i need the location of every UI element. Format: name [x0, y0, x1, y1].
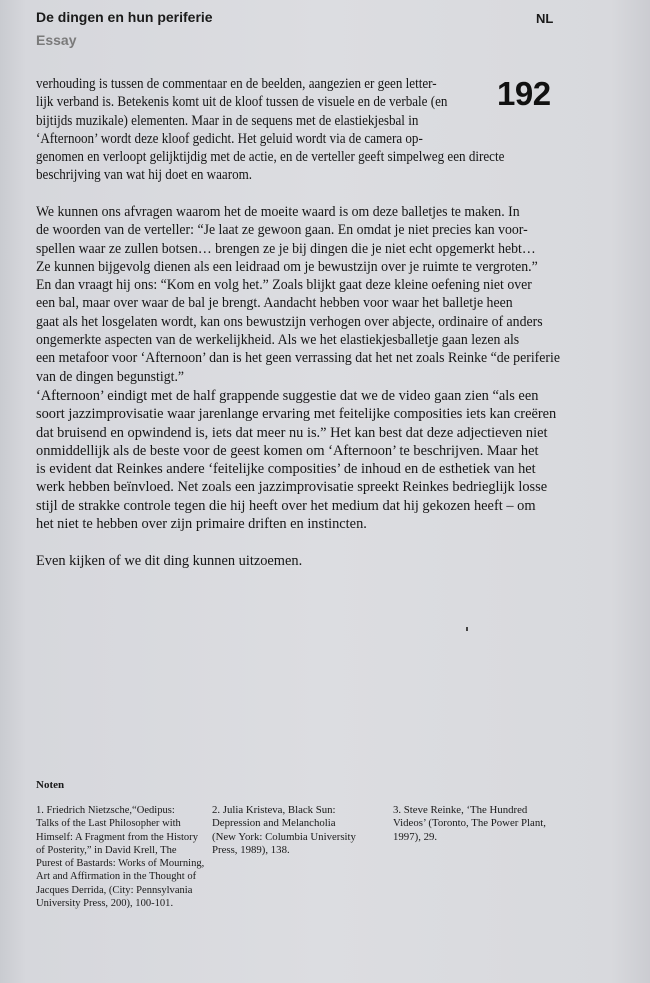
footnote-1 — [36, 804, 208, 910]
footnote-line: of Posterity,” in David Krell, The — [36, 843, 177, 856]
footnote-line: Press, 1989), 138. — [212, 843, 290, 856]
text-line: het niet te hebben over zijn primaire driften en instincten. — [36, 516, 367, 533]
text-line: verhouding is tussen de commentaar en de beelden, aangezien er geen letter- — [36, 76, 437, 92]
text-line: ‘Afternoon’ eindigt met de half grappende suggestie dat we de video gaan zien “als een — [36, 388, 539, 404]
text-line: gaat als het losgelaten wordt, kan ons bewustzijn verhogen over abjecte, ordinaire of anders — [36, 313, 543, 330]
footnote-3 — [393, 804, 546, 844]
text-line: een metafoor voor ‘Afternoon’ dan is het geen verrassing dat het net zoals Reinke “de periferie — [36, 350, 560, 367]
text-line: ‘Afternoon’ wordt deze kloof gedicht. Het geluid wordt via de camera op- — [36, 130, 423, 147]
text-line: ongemerkte aspecten van de werkelijkheid. Als we het elastiekjesballetje gaan lezen als — [36, 332, 520, 349]
print-mark — [466, 627, 468, 631]
text-line: bijtijds muzikale) elementen. Maar in de sequens met de elastiekjesbal in — [36, 112, 419, 129]
body-paragraph-1 — [36, 75, 551, 185]
footnote-line: Depression and Melancholia — [212, 817, 336, 830]
text-line: werk hebben beïnvloed. Net zoals een jazzimprovisatie spreekt Reinkes bedrieglijk losse — [36, 479, 548, 496]
running-header-subtitle: Essay — [36, 32, 77, 48]
text-line: een bal, maar over waar de bal je brengt. Aandacht hebben voor waar het balletje heen — [36, 295, 513, 312]
text-line: genomen en verloopt gelijktijdig met de actie, en de verteller geeft simpelweg een directe — [36, 149, 505, 166]
text-line: En dan vraagt hij ons: “Kom en volg het.” Zoals blijkt gaat deze kleine oefening niet over — [36, 277, 532, 294]
text-line: de woorden van de verteller: “Je laat ze gewoon gaan. En omdat je niet precies kan voor- — [36, 222, 528, 239]
footnote-line: (New York: Columbia University — [212, 830, 356, 843]
footnote-line: Himself: A Fragment from the History — [36, 830, 198, 843]
text-line: van de dingen begunstigt.” — [36, 368, 185, 385]
text-line: lijk verband is. Betekenis komt uit de kloof tussen de visuele en de verbale (en — [36, 94, 448, 111]
page-number: 192 — [497, 75, 551, 112]
footnote-line: 1997), 29. — [393, 830, 438, 843]
footnote-line: Talks of the Last Philosopher with — [36, 817, 181, 830]
body-paragraph-3 — [36, 387, 556, 533]
text-line: soort jazzimprovisatie waar jarenlange ervaring met feitelijke composities iets kan creëren — [36, 406, 557, 423]
running-header-title: De dingen en hun periferie — [36, 9, 213, 25]
body-paragraph-4 — [36, 552, 302, 570]
text-line: spellen waar ze zullen botsen… brengen ze je bij dingen die je niet echt opgemerkt hebt… — [36, 240, 536, 257]
footnote-line: Purest of Bastards: Works of Mourning, — [36, 857, 205, 870]
footnote-2 — [212, 804, 356, 857]
footnote-line: 1. Friedrich Nietzsche,“Oedipus: — [36, 804, 175, 816]
footnote-line: 2. Julia Kristeva, Black Sun: — [212, 804, 336, 816]
footnote-line: University Press, 200), 100-101. — [36, 897, 174, 910]
text-line: onmiddellijk als de beste voor de geest komen om ‘Afternoon’ te beschrijven. Maar het — [36, 442, 539, 459]
text-line: dat bruisend en opwindend is, iets dat meer nu is.” Het kan best dat deze adjectieven niet — [36, 424, 548, 441]
notes-heading: Noten — [36, 779, 65, 791]
text-line: stijl de strakke controle tegen die hij heeft over het medium dat hij gekozen heeft – om — [36, 497, 536, 514]
text-line: We kunnen ons afvragen waarom het de moeite waard is om deze balletjes te maken. In — [36, 204, 520, 220]
footnote-line: Jacques Derrida, (City: Pennsylvania — [36, 883, 193, 896]
body-paragraph-2 — [36, 203, 582, 386]
text-line: is evident dat Reinkes andere ‘feitelijke composities’ de inhoud en de esthetiek van het — [36, 461, 536, 478]
footnote-line: Art and Affirmation in the Thought of — [36, 870, 197, 883]
footnote-line: Videos’ (Toronto, The Power Plant, — [393, 817, 546, 830]
text-line: Even kijken of we dit ding kunnen uitzoemen. — [36, 553, 303, 569]
footnote-line: 3. Steve Reinke, ‘The Hundred — [393, 804, 528, 816]
language-code: NL — [536, 11, 554, 26]
text-line: Ze kunnen bijgevolg dienen als een leidraad om je bewustzijn over je ruimte te vergroten.” — [36, 258, 538, 275]
text-line: beschrijving van wat hij doet en waarom. — [36, 167, 253, 184]
